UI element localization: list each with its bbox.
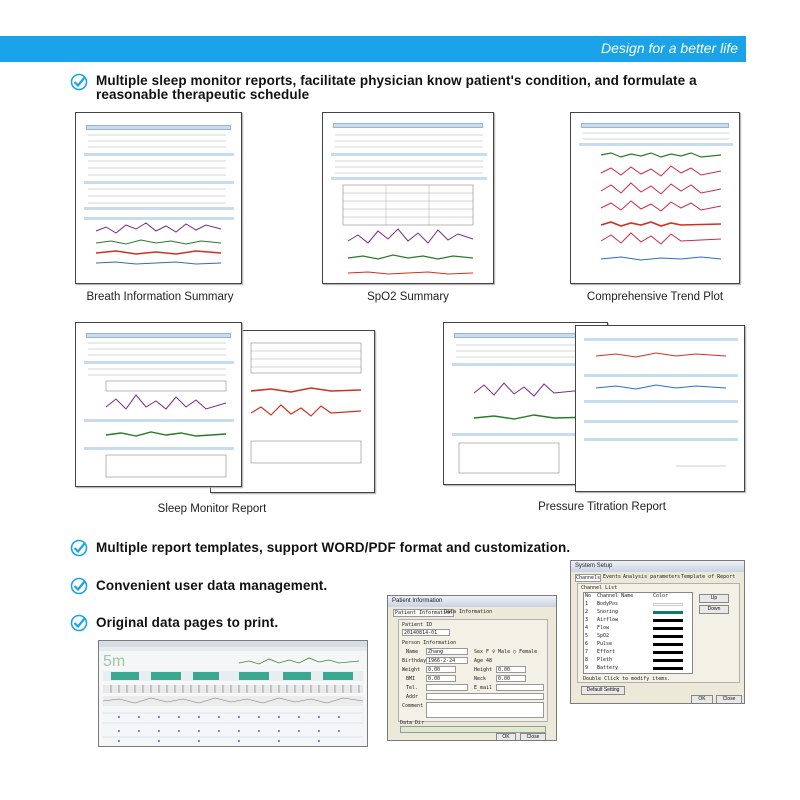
report-caption: Pressure Titration Report (538, 501, 666, 513)
default-setting-button[interactable]: Default Setting (581, 686, 625, 695)
report-spo2-summary (322, 112, 494, 284)
channel-name[interactable]: Pleth (597, 657, 613, 663)
tel-label: Tel. (406, 685, 419, 691)
tel-field[interactable] (426, 684, 468, 691)
channel-no: 2 (585, 609, 589, 615)
report-sleep-monitor (75, 322, 242, 487)
height-label: Height (474, 667, 493, 673)
ok-button[interactable]: OK (496, 733, 516, 741)
age-value: 48 (486, 658, 493, 664)
report-caption: Breath Information Summary (86, 291, 234, 303)
close-button[interactable]: Close (520, 733, 546, 741)
patient-info-window (387, 595, 557, 741)
bmi-label: BMI (406, 676, 416, 682)
time-scale-label: 5m (103, 653, 126, 670)
ok-button[interactable]: OK (691, 695, 713, 704)
window-title: System Setup (571, 561, 744, 572)
person-info-label: Person Information (402, 640, 457, 646)
report-breath-summary (75, 112, 242, 284)
column-header: No (585, 593, 592, 599)
channel-no: 5 (585, 633, 589, 639)
column-header: Color (653, 593, 669, 599)
channel-name[interactable]: Snoring (597, 609, 619, 615)
birthday-value: 1966-2-24 (428, 658, 456, 664)
patient-id-label: Patient ID (402, 622, 433, 628)
patient-id-value: 20140814-01 (404, 630, 438, 636)
report-caption: SpO2 Summary (367, 291, 449, 303)
report-trend-plot (570, 112, 740, 284)
addr-label: Addr (406, 694, 419, 700)
raw-data-window (98, 640, 368, 747)
comment-label: Comment (402, 703, 424, 709)
close-button[interactable]: Close (716, 695, 742, 704)
channel-no: 8 (585, 657, 589, 663)
data-dir-field[interactable] (400, 726, 546, 733)
channel-color-swatch[interactable] (653, 619, 683, 622)
feature-3: Convenient user data management. (96, 578, 328, 593)
channel-color-swatch[interactable] (653, 643, 683, 646)
tab-patient-info[interactable]: Patient Information (395, 610, 453, 616)
channel-no: 9 (585, 665, 589, 671)
banner-tagline: Design for a better life (601, 40, 738, 56)
channel-name[interactable]: BodyPos (597, 601, 619, 607)
channel-name[interactable]: Pulse (597, 641, 613, 647)
feature-1-line2: reasonable therapeutic schedule (96, 87, 310, 102)
channel-list-label: Channel List (581, 585, 618, 591)
channel-name[interactable]: SpO2 (597, 633, 610, 639)
weight-label: Weight (402, 667, 421, 673)
up-button[interactable]: Up (699, 594, 729, 603)
addr-field[interactable] (426, 693, 544, 700)
channel-color-swatch[interactable] (653, 627, 683, 630)
birthday-label: Birthday (402, 658, 427, 664)
tab-data-info[interactable]: Data Information (444, 609, 493, 615)
feature-4: Original data pages to print. (96, 615, 279, 630)
check-icon (70, 614, 88, 632)
name-label: Name (406, 649, 419, 655)
age-label: Age (474, 658, 484, 664)
channel-no: 1 (585, 601, 589, 607)
tab-analysis[interactable]: Analysis parameters (623, 574, 681, 580)
tab-events[interactable]: Events (603, 574, 622, 580)
height-value: 0.00 (498, 667, 511, 673)
sex-value[interactable]: F ♀ Male ○ Female (486, 649, 538, 655)
report-pressure-titration (575, 325, 745, 492)
channel-color-swatch[interactable] (653, 611, 683, 614)
comment-field[interactable] (426, 702, 544, 718)
tab-template[interactable]: Template of Report (681, 574, 736, 580)
tab-channels[interactable]: Channels (576, 575, 601, 581)
bmi-value: 0.00 (428, 676, 441, 682)
channel-no: 3 (585, 617, 589, 623)
channel-color-swatch[interactable] (653, 659, 683, 662)
weight-value: 0.00 (428, 667, 441, 673)
channel-no: 4 (585, 625, 589, 631)
check-icon (70, 73, 88, 91)
email-field[interactable] (496, 684, 544, 691)
email-label: E_mail (474, 685, 493, 691)
check-icon (70, 539, 88, 557)
report-caption: Comprehensive Trend Plot (586, 291, 724, 303)
check-icon (70, 577, 88, 595)
channel-color-swatch[interactable] (653, 635, 683, 638)
feature-1-line1: Multiple sleep monitor reports, facilitate physician know patient's condition, and formulate a (96, 73, 697, 88)
feature-2: Multiple report templates, support WORD/PDF format and customization. (96, 540, 571, 555)
channel-name[interactable]: Battery (597, 665, 619, 671)
data-dir-label: Data Dir (400, 720, 425, 726)
channel-no: 6 (585, 641, 589, 647)
sex-label: Sex (474, 649, 484, 655)
channel-name[interactable]: Flow (597, 625, 610, 631)
down-button[interactable]: Down (699, 605, 729, 614)
column-header: Channel Name (597, 593, 634, 599)
channel-color-swatch[interactable] (653, 651, 683, 654)
name-value: Zhang (428, 649, 444, 655)
report-caption: Sleep Monitor Report (157, 503, 267, 515)
channel-name[interactable]: Effort (597, 649, 616, 655)
window-title: Patient Information (388, 596, 556, 607)
channel-name[interactable]: Airflow (597, 617, 619, 623)
system-setup-window (570, 560, 745, 704)
channel-color-swatch[interactable] (653, 603, 683, 606)
neck-label: Neck (474, 676, 487, 682)
channel-color-swatch[interactable] (653, 667, 683, 670)
neck-value: 0.00 (498, 676, 511, 682)
channel-no: 7 (585, 649, 589, 655)
hint-text: Double Click to modify items. (583, 676, 671, 682)
